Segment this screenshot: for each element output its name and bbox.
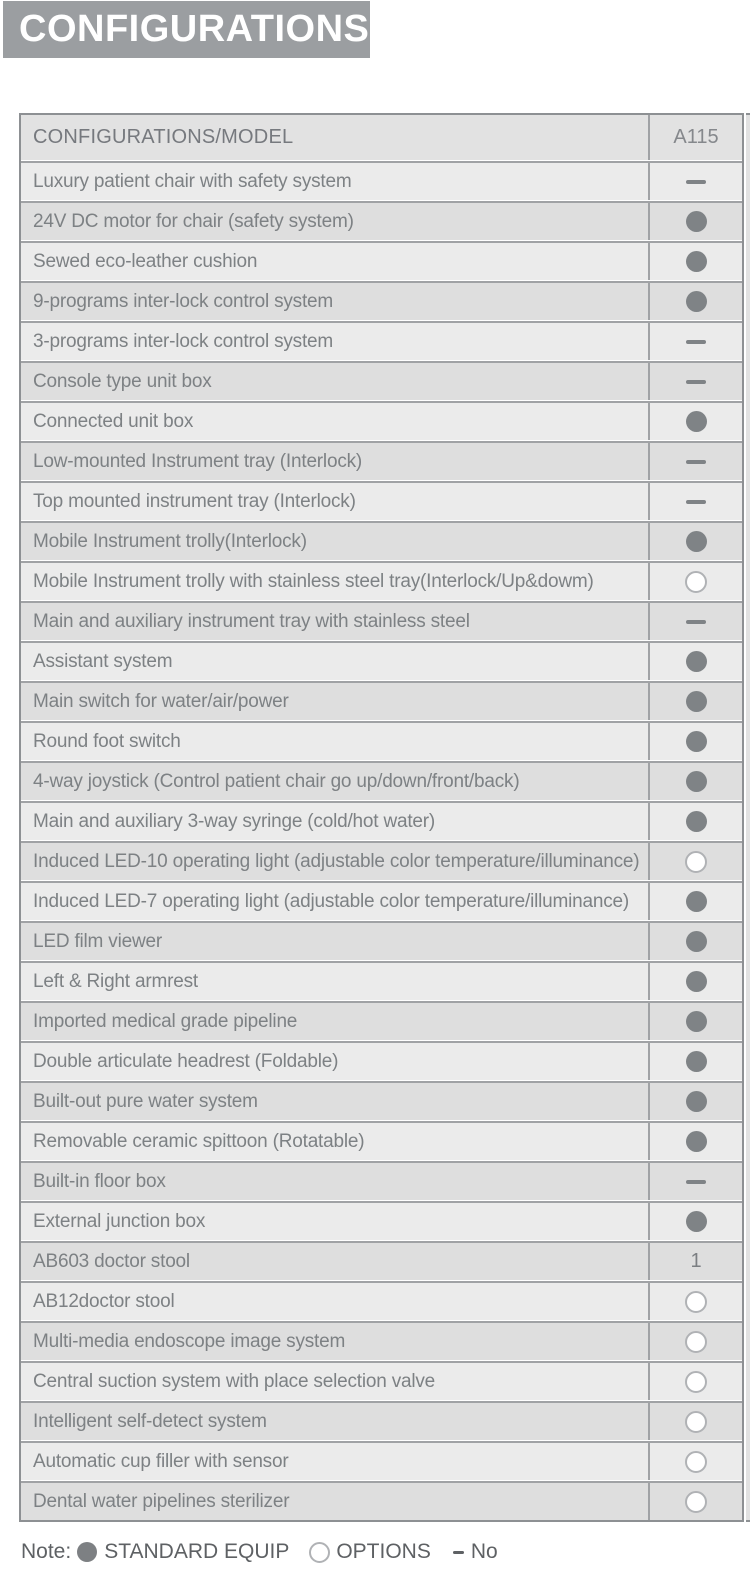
row-label: External junction box <box>33 1210 206 1232</box>
row-label: 24V DC motor for chair (safety system) <box>33 210 354 232</box>
table-row <box>21 481 742 520</box>
table-row <box>21 1321 742 1360</box>
no-dash-icon <box>686 1180 706 1184</box>
row-value <box>648 763 742 800</box>
no-dash-icon <box>686 380 706 384</box>
table-row <box>21 721 742 760</box>
table-row <box>21 161 742 200</box>
table-row <box>21 801 742 840</box>
no-dash-icon <box>686 180 706 184</box>
table-row <box>21 241 742 280</box>
row-label: Main and auxiliary 3-way syringe (cold/hot water) <box>33 810 436 832</box>
row-value <box>648 1323 742 1360</box>
option-circle-icon <box>685 1331 707 1353</box>
row-label: LED film viewer <box>33 930 162 952</box>
quantity-value: 1 <box>690 1250 702 1272</box>
row-value <box>648 963 742 1000</box>
row-value <box>648 1443 742 1480</box>
row-value <box>648 243 742 280</box>
table-row <box>21 1241 742 1280</box>
row-value <box>648 323 742 360</box>
standard-equip-circle-icon <box>686 691 707 712</box>
option-circle-icon <box>685 1491 707 1513</box>
row-label: Induced LED-7 operating light (adjustable color temperature/illuminance) <box>33 890 630 912</box>
table-row <box>21 321 742 360</box>
row-label: 3-programs inter-lock control system <box>33 330 334 352</box>
table-cutoff-sliver <box>746 113 750 1522</box>
standard-equip-circle-icon <box>686 811 707 832</box>
row-label: Multi-media endoscope image system <box>33 1330 346 1352</box>
standard-equip-circle-icon <box>686 891 707 912</box>
table-row <box>21 1001 742 1040</box>
row-value <box>648 1123 742 1160</box>
table-row <box>21 881 742 920</box>
option-circle-icon <box>685 851 707 873</box>
row-label: 9-programs inter-lock control system <box>33 290 334 312</box>
table-row <box>21 1201 742 1240</box>
row-value <box>648 1043 742 1080</box>
header-model-a115: A115 <box>648 115 742 160</box>
row-value <box>648 1403 742 1440</box>
table-row <box>21 961 742 1000</box>
row-label: Intelligent self-detect system <box>33 1410 267 1432</box>
table-row <box>21 401 742 440</box>
row-value <box>648 163 742 200</box>
row-value <box>648 1203 742 1240</box>
row-value <box>648 363 742 400</box>
table-row <box>21 1041 742 1080</box>
table-row <box>21 1401 742 1440</box>
standard-equip-circle-icon <box>686 1131 707 1152</box>
row-label: Low-mounted Instrument tray (Interlock) <box>33 450 363 472</box>
table-row <box>21 681 742 720</box>
row-value <box>648 1243 742 1280</box>
row-value <box>648 603 742 640</box>
row-label: Central suction system with place selection valve <box>33 1370 436 1392</box>
table-body <box>21 161 742 1520</box>
row-value <box>648 403 742 440</box>
row-value <box>648 563 742 600</box>
row-value <box>648 1363 742 1400</box>
row-label: Assistant system <box>33 650 173 672</box>
table-row <box>21 361 742 400</box>
row-label: Main switch for water/air/power <box>33 690 289 712</box>
row-label: Top mounted instrument tray (Interlock) <box>33 490 356 512</box>
page-title-text: CONFIGURATIONS <box>19 8 370 50</box>
table-row <box>21 641 742 680</box>
no-dash-icon <box>686 340 706 344</box>
table-row <box>21 521 742 560</box>
standard-equip-circle-icon <box>686 651 707 672</box>
header-configurations-model: CONFIGURATIONS/MODEL <box>33 126 294 148</box>
option-circle-icon <box>685 1291 707 1313</box>
row-value <box>648 803 742 840</box>
row-value <box>648 443 742 480</box>
row-value <box>648 523 742 560</box>
table-row <box>21 1281 742 1320</box>
row-label: Round foot switch <box>33 730 181 752</box>
no-dash-icon <box>686 500 706 504</box>
table-row <box>21 841 742 880</box>
row-label: Console type unit box <box>33 370 212 392</box>
legend-options-label: OPTIONS <box>336 1540 431 1563</box>
row-label: Left & Right armrest <box>33 970 198 992</box>
table-row <box>21 1161 742 1200</box>
table-row <box>21 1481 742 1520</box>
standard-equip-circle-icon <box>686 1211 707 1232</box>
row-label: AB603 doctor stool <box>33 1250 190 1272</box>
standard-equip-circle-icon <box>686 1051 707 1072</box>
configurations-table <box>19 113 744 1522</box>
no-dash-icon <box>686 620 706 624</box>
table-row <box>21 1121 742 1160</box>
row-value <box>648 683 742 720</box>
row-value <box>648 1163 742 1200</box>
row-value <box>648 1483 742 1520</box>
table-row <box>21 921 742 960</box>
table-row <box>21 1441 742 1480</box>
row-value <box>648 843 742 880</box>
standard-equip-circle-icon <box>686 771 707 792</box>
standard-equip-circle-icon <box>686 211 707 232</box>
row-label: AB12doctor stool <box>33 1290 175 1312</box>
no-dash-icon <box>453 1551 464 1554</box>
row-value <box>648 1283 742 1320</box>
row-value <box>648 723 742 760</box>
table-row <box>21 441 742 480</box>
row-value <box>648 283 742 320</box>
standard-equip-circle-icon <box>686 291 707 312</box>
row-value <box>648 483 742 520</box>
legend-note-prefix: Note: <box>21 1540 72 1563</box>
row-label: Mobile Instrument trolly with stainless steel tray(Interlock/Up&dowm) <box>33 570 594 592</box>
options-circle-icon <box>309 1542 330 1563</box>
row-value <box>648 1083 742 1120</box>
standard-equip-circle-icon <box>686 411 707 432</box>
row-label: Imported medical grade pipeline <box>33 1010 298 1032</box>
row-label: Automatic cup filler with sensor <box>33 1450 289 1472</box>
legend-note <box>21 1537 498 1567</box>
row-label: Mobile Instrument trolly(Interlock) <box>33 530 307 552</box>
table-row <box>21 1081 742 1120</box>
row-value <box>648 203 742 240</box>
option-circle-icon <box>685 1411 707 1433</box>
row-value <box>648 923 742 960</box>
row-value <box>648 643 742 680</box>
table-row <box>21 761 742 800</box>
table-row <box>21 201 742 240</box>
row-label: Built-out pure water system <box>33 1090 258 1112</box>
standard-equip-circle-icon <box>686 971 707 992</box>
legend-no-label: No <box>470 1540 498 1563</box>
row-label: Dental water pipelines sterilizer <box>33 1490 290 1512</box>
row-label: Main and auxiliary instrument tray with stainless steel <box>33 610 470 632</box>
standard-equip-circle-icon <box>686 931 707 952</box>
table-row <box>21 601 742 640</box>
option-circle-icon <box>685 1371 707 1393</box>
option-circle-icon <box>685 1451 707 1473</box>
standard-equip-circle-icon <box>686 731 707 752</box>
legend-standard-label: STANDARD EQUIP <box>104 1540 290 1563</box>
table-row <box>21 281 742 320</box>
row-label: Connected unit box <box>33 410 194 432</box>
table-row <box>21 561 742 600</box>
row-label: Removable ceramic spittoon (Rotatable) <box>33 1130 365 1152</box>
row-value <box>648 883 742 920</box>
no-dash-icon <box>686 460 706 464</box>
row-label: Sewed eco-leather cushion <box>33 250 258 272</box>
standard-equip-circle-icon <box>686 1091 707 1112</box>
row-label: Built-in floor box <box>33 1170 166 1192</box>
standard-equip-circle-icon <box>686 531 707 552</box>
row-label: Induced LED-10 operating light (adjustable color temperature/illuminance) <box>33 850 640 872</box>
table-row <box>21 1361 742 1400</box>
row-value <box>648 1003 742 1040</box>
standard-equip-circle-icon <box>77 1542 97 1562</box>
standard-equip-circle-icon <box>686 251 707 272</box>
option-circle-icon <box>685 571 707 593</box>
row-label: 4-way joystick (Control patient chair go up/down/front/back) <box>33 770 520 792</box>
row-label: Double articulate headrest (Foldable) <box>33 1050 339 1072</box>
page-title <box>3 1 370 58</box>
standard-equip-circle-icon <box>686 1011 707 1032</box>
table-header-row <box>21 115 742 160</box>
row-label: Luxury patient chair with safety system <box>33 170 352 192</box>
